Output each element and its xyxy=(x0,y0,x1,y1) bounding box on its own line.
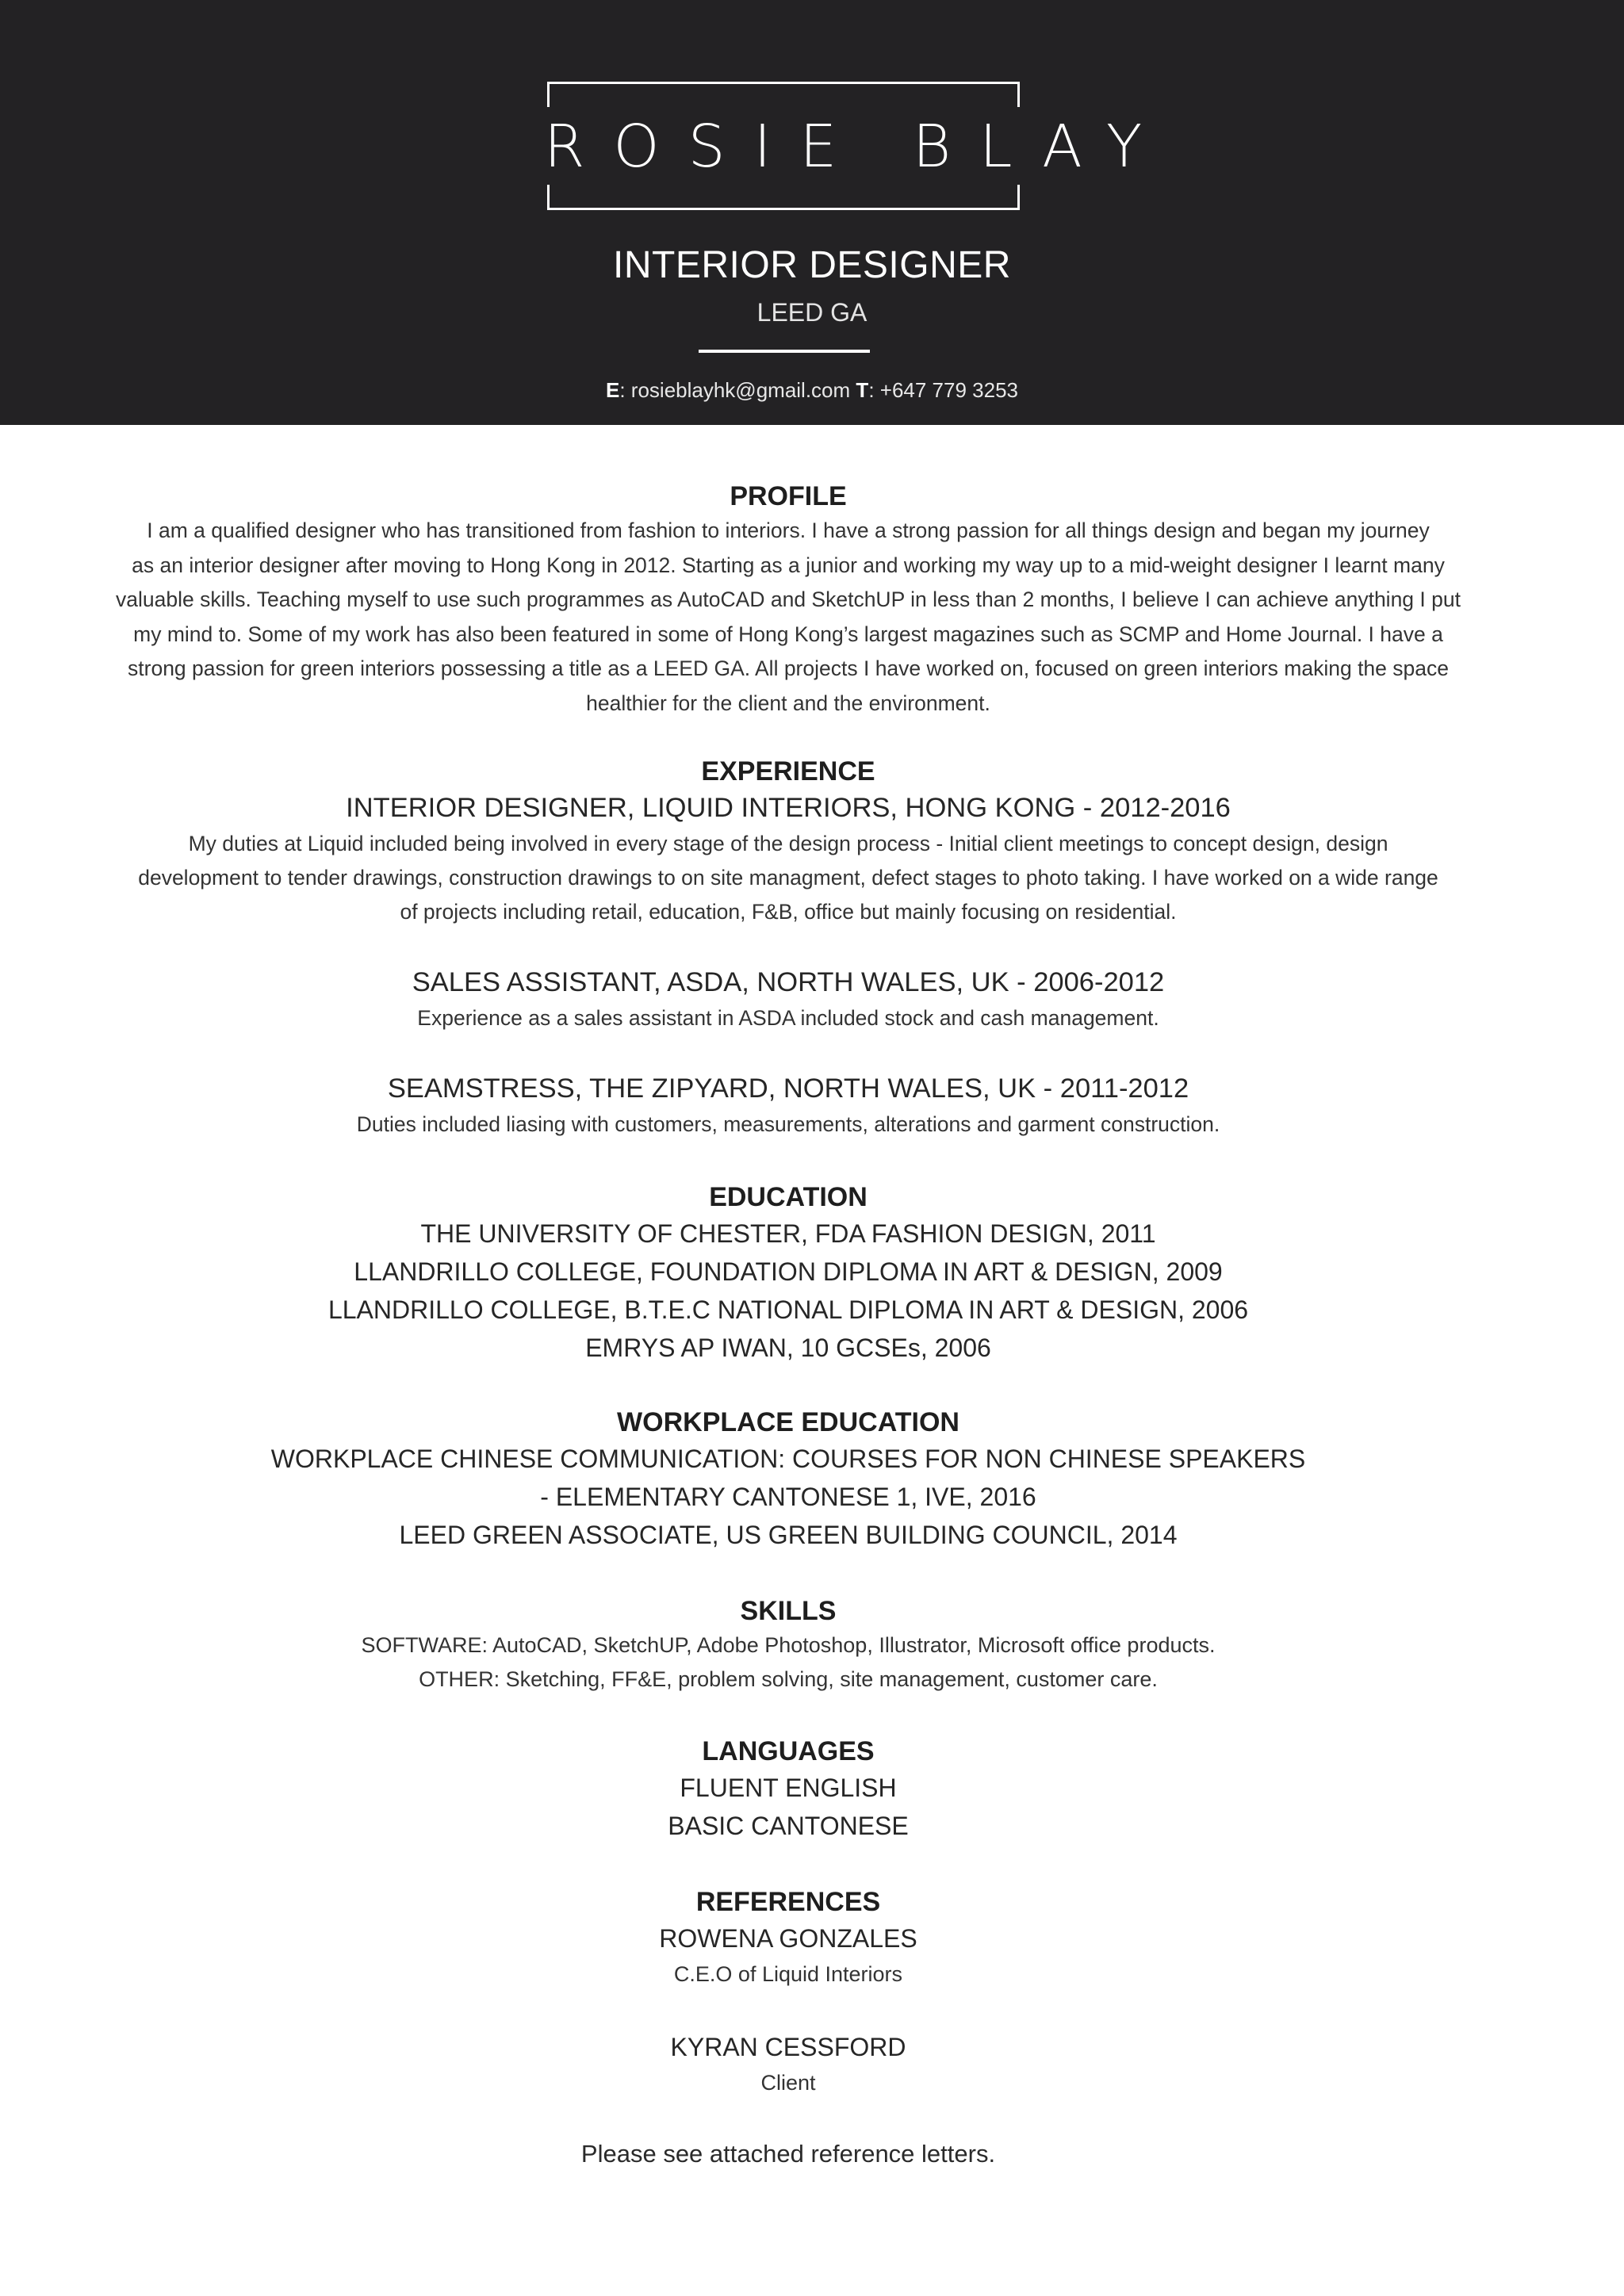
reference-role: Client xyxy=(760,2071,816,2095)
section-heading: PROFILE xyxy=(730,481,847,511)
skills-section xyxy=(95,1594,1481,1697)
credential-subtitle: LEED GA xyxy=(756,298,868,327)
phone-label: T xyxy=(856,378,869,402)
references-section xyxy=(95,1885,1481,2172)
language-item: FLUENT ENGLISH xyxy=(680,1774,897,1802)
job-heading: SALES ASSISTANT, ASDA, NORTH WALES, UK - 2006-2012 xyxy=(412,967,1165,997)
job-entry xyxy=(95,1070,1481,1142)
language-item: BASIC CANTONESE xyxy=(668,1812,909,1840)
workplace-education-section xyxy=(95,1405,1481,1554)
skills-item: OTHER: Sketching, FF&E, problem solving, site management, customer care. xyxy=(419,1667,1158,1691)
education-section xyxy=(95,1180,1481,1367)
reference-name: KYRAN CESSFORD xyxy=(670,2033,906,2061)
job-entry xyxy=(95,963,1481,1035)
education-item: LLANDRILLO COLLEGE, B.T.E.C NATIONAL DIPLOMA IN ART & DESIGN, 2006 xyxy=(327,1295,1249,1324)
skills-item: SOFTWARE: AutoCAD, SketchUP, Adobe Photoshop, Illustrator, Microsoft office products. xyxy=(361,1633,1216,1657)
languages-section xyxy=(95,1734,1481,1845)
contact-line: E: rosieblayhk@gmail.com T: +647 779 3253 xyxy=(606,378,1018,402)
header-divider xyxy=(699,350,870,353)
education-item: EMRYS AP IWAN, 10 GCSEs, 2006 xyxy=(585,1334,991,1362)
job-description: Duties included liasing with customers, measurements, alterations and garment construction. xyxy=(356,1112,1220,1136)
course-item: - ELEMENTARY CANTONESE 1, IVE, 2016 xyxy=(540,1483,1036,1511)
reference-role: C.E.O of Liquid Interiors xyxy=(673,1962,903,1986)
profile-section xyxy=(95,479,1481,721)
header-banner xyxy=(0,0,1624,425)
candidate-name: ROSIE BLAY xyxy=(544,113,1171,181)
job-description: Experience as a sales assistant in ASDA included stock and cash management. xyxy=(417,1006,1159,1030)
reference-name: ROWENA GONZALES xyxy=(659,1924,917,1953)
education-item: LLANDRILLO COLLEGE, FOUNDATION DIPLOMA IN ART & DESIGN, 2009 xyxy=(354,1257,1223,1286)
course-item: WORKPLACE CHINESE COMMUNICATION: COURSES FOR NON CHINESE SPEAKERS xyxy=(270,1445,1306,1473)
job-heading: SEAMSTRESS, THE ZIPYARD, NORTH WALES, UK - 2011-2012 xyxy=(387,1073,1189,1104)
name-frame xyxy=(544,82,1171,210)
job-heading: INTERIOR DESIGNER, LIQUID INTERIORS, HONG KONG - 2012-2016 xyxy=(346,793,1231,823)
reference-note: Please see attached reference letters. xyxy=(580,2140,996,2168)
section-heading: EXPERIENCE xyxy=(701,756,875,786)
section-heading: LANGUAGES xyxy=(702,1736,875,1766)
resume-body xyxy=(95,479,1481,2172)
course-item: LEED GREEN ASSOCIATE, US GREEN BUILDING COUNCIL, 2014 xyxy=(399,1521,1178,1549)
profile-text: I am a qualified designer who has transitioned from fashion to interiors. I have a strong passion for all things design and began my journey as an interior designer after moving to Hong Kong in 2012. Starting as a junior and working my way up to a mid-weight designer I learnt many valuable skills. Teaching myself to use such programmes as AutoCAD and SketchUP in less than 2 months, I believe I can achieve anything I put my mind to. Some of my work has also been featured in some of Hong Kong’s largest magazines such as SCMP and Home Journal. I have a strong passion for green interiors possessing a title as a LEED GA. All projects I have worked on, focused on green interiors making the space healthier for the client and the environment. xyxy=(116,519,1461,715)
section-heading: EDUCATION xyxy=(709,1182,868,1212)
email-address[interactable]: rosieblayhk@gmail.com xyxy=(630,378,851,402)
reference-entry xyxy=(95,1919,1481,1992)
email-label: E xyxy=(606,378,620,402)
education-item: THE UNIVERSITY OF CHESTER, FDA FASHION DESIGN, 2011 xyxy=(420,1219,1156,1248)
section-heading: WORKPLACE EDUCATION xyxy=(617,1407,959,1437)
reference-entry xyxy=(95,2028,1481,2100)
job-description: My duties at Liquid included being involved in every stage of the design process - Initial client meetings to concept design, design development to tender drawings, construction drawings to on site managment, defect stages to photo taking. I have worked on a wide range of projects including retail, education, F&B, office but mainly focusing on residential. xyxy=(138,832,1438,924)
phone-number[interactable]: +647 779 3253 xyxy=(879,378,1018,402)
job-entry xyxy=(95,789,1481,929)
section-heading: REFERENCES xyxy=(695,1887,881,1917)
experience-section xyxy=(95,754,1481,1142)
section-heading: SKILLS xyxy=(740,1596,837,1626)
job-title: INTERIOR DESIGNER xyxy=(613,244,1011,286)
